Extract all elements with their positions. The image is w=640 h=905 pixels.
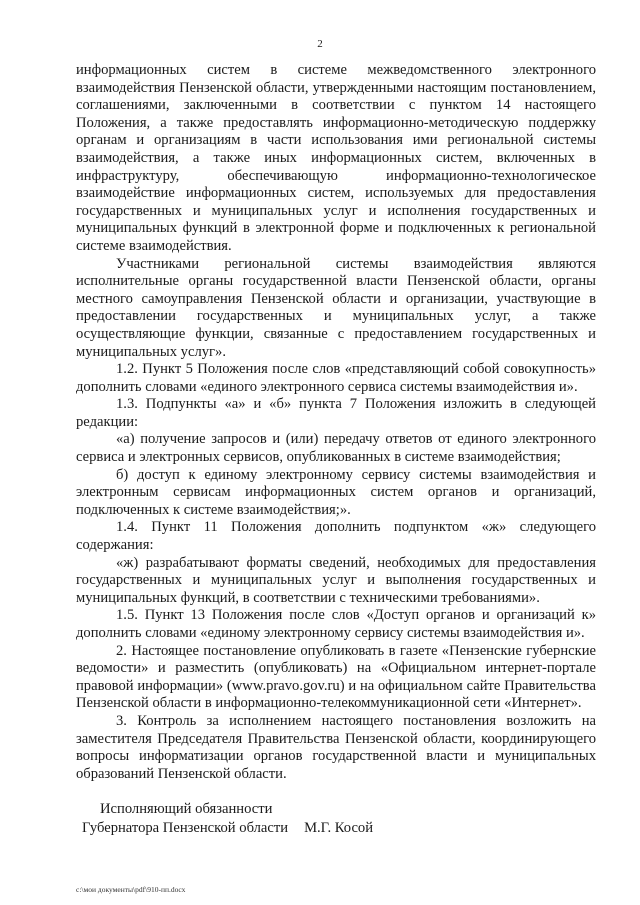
paragraph-1-3: 1.3. Подпункты «а» и «б» пункта 7 Положения изложить в следующей редакции: bbox=[76, 396, 596, 430]
signature-name: М.Г. Косой bbox=[304, 820, 374, 836]
signature-line bbox=[82, 819, 502, 838]
paragraph-1-5: 1.5. Пункт 13 Положения после слов «Доступ органов и организаций к» дополнить словами «единому электронному сервису системы взаимодействия и». bbox=[76, 607, 596, 641]
signature-position: Губернатора Пензенской области bbox=[82, 820, 289, 836]
paragraph-subitem-a: «а) получение запросов и (или) передачу ответов от единого электронного сервиса и электронных сервисов, опубликованных в системе взаимодействия; bbox=[76, 431, 596, 466]
paragraph-2-publication: 2. Настоящее постановление опубликовать в газете «Пензенские губернские ведомости» и разместить (опубликовать) на «Официальном интернет-портале правовой информации» (www.pravo.gov.ru) и на официальном сайте Правительства Пензенской области в информационно-телекоммуникационной сети «Интернет». bbox=[76, 642, 596, 712]
paragraph-continuation: информационных систем в системе межведомственного электронного взаимодействия Пензенской области, утвержденными настоящим постановлением, соглашениями, заключенными в соответствии с пунктом 14 настоящего Положения, а также предоставлять информационно-методическую поддержку органам и организациям в части использования ими региональной системы взаимодействия, а также иных информационных систем, включенных в инфраструктуру, обеспечивающую информационно-технологическое взаимодействие информационных систем, используемых для предоставления государственных и муниципальных услуг и исполнения государственных и муниципальных функций в электронной форме и подключенных к региональной системе взаимодействия. bbox=[76, 62, 596, 254]
page-number: 2 bbox=[317, 38, 323, 50]
paragraph-subitem-zh: «ж) разрабатывают форматы сведений, необходимых для предоставления государственных и муниципальных услуг и выполнения государственных и муниципальных функций, в соответствии с техническими требованиями». bbox=[76, 554, 596, 606]
paragraph-participants: Участниками региональной системы взаимодействия являются исполнительные органы государственной власти Пензенской области, органы местного самоуправления Пензенской области и организации, участвующие в предоставлении государственных и муниципальных услуг, а также осуществляющие функции, связанные с предоставлением государственных и муниципальных услуг». bbox=[76, 255, 596, 360]
footer-file-path: c:\мои документы\pdf\910-пп.docx bbox=[76, 885, 186, 894]
paragraph-3-control: 3. Контроль за исполнением настоящего постановления возложить на заместителя Председателя Правительства Пензенской области, координирующего вопросы информатизации органов государственной власти и муниципальных образований Пензенской области. bbox=[76, 712, 596, 782]
signature-acting-title: Исполняющий обязанности bbox=[100, 801, 273, 817]
paragraph-1-2: 1.2. Пункт 5 Положения после слов «представляющий собой совокупность» дополнить словами «единого электронного сервиса системы взаимодействия и». bbox=[76, 361, 596, 395]
signature-block bbox=[82, 800, 502, 838]
document-body bbox=[76, 62, 596, 783]
paragraph-subitem-b: б) доступ к единому электронному сервису системы взаимодействия и электронным сервисам информационных систем органов и организаций, подключенных к системе взаимодействия;». bbox=[76, 466, 596, 518]
paragraph-1-4: 1.4. Пункт 11 Положения дополнить подпунктом «ж» следующего содержания: bbox=[76, 519, 596, 554]
